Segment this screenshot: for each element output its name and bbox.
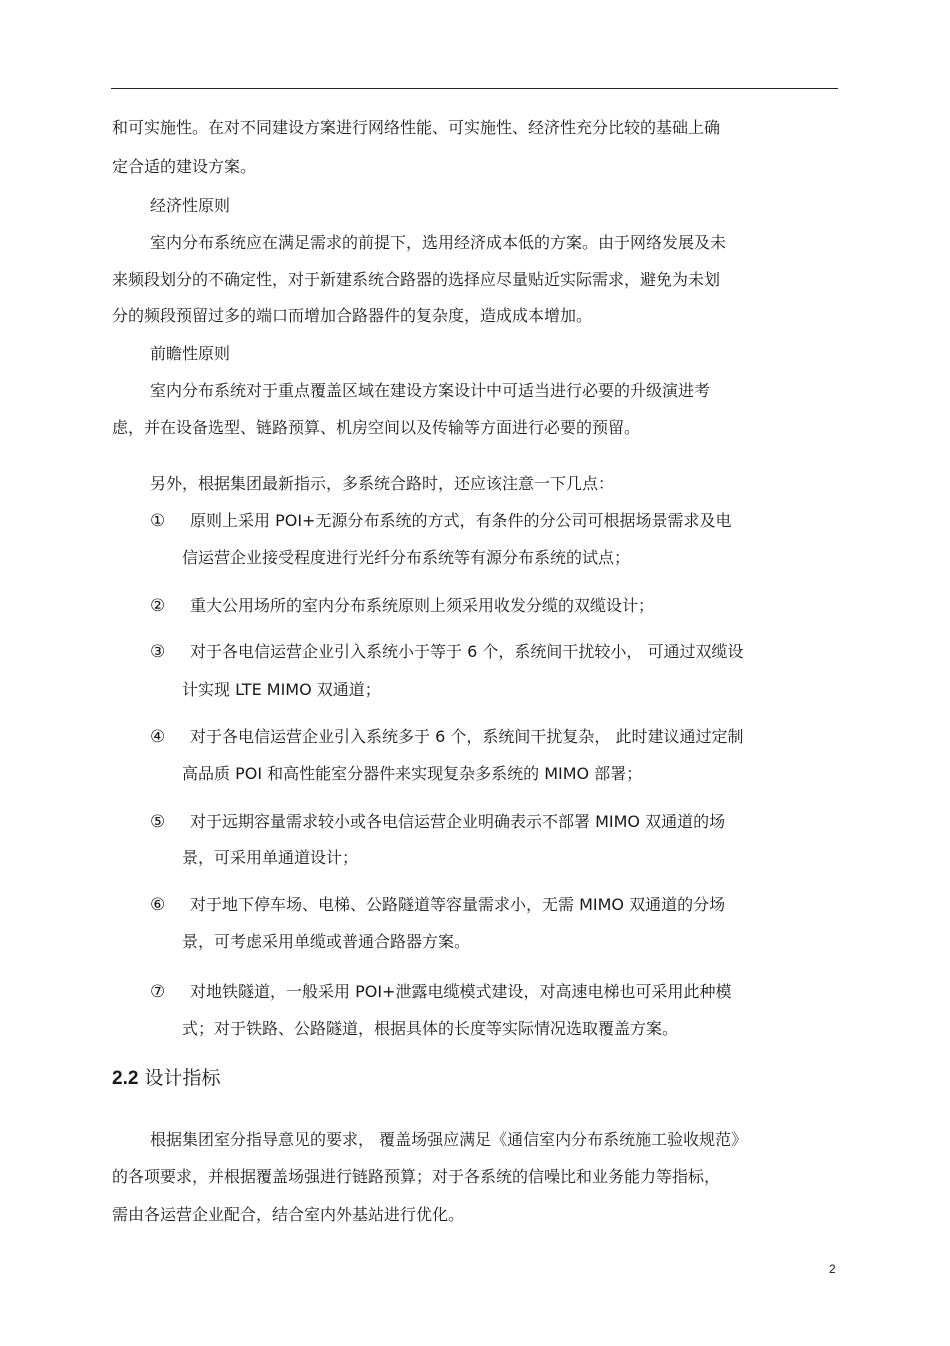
section-title: 设计指标 [144,1067,221,1089]
list-item-text: 对于各电信运营企业引入系统小于等于 6 个，系统间干扰较小， 可通过双缆设 [190,642,744,661]
list-marker: ④ [150,727,166,747]
list-marker: ② [150,596,166,616]
list-item-text: 对于地下停车场、电梯、公路隧道等容量需求小，无需 MIMO 双通道的分场 [190,895,726,914]
paragraph-line: 室内分布系统对于重点覆盖区域在建设方案设计中可适当进行必要的升级演进考 [150,381,711,400]
list-intro: 另外，根据集团最新指示，多系统合路时，还应该注意一下几点： [150,474,615,493]
list-item-text: 重大公用场所的室内分布系统原则上须采用收发分缆的双缆设计； [190,596,655,615]
paragraph-line: 需由各运营企业配合，结合室内外基站进行优化。 [112,1205,465,1224]
header-rule [111,88,838,89]
economy-principle-title: 经济性原则 [150,196,231,215]
paragraph-line: 分的频段预留过多的端口而增加合路器件的复杂度，造成成本增加。 [112,306,593,325]
list-item-text: 景，可采用单通道设计； [182,848,359,867]
list-marker: ⑤ [150,812,166,832]
paragraph-line: 定合适的建设方案。 [112,157,257,176]
paragraph-line: 和可实施性。在对不同建设方案进行网络性能、可实施性、经济性充分比较的基础上确 [112,118,721,137]
list-item-text: 对于远期容量需求较小或各电信运营企业明确表示不部署 MIMO 双通道的场 [190,812,726,831]
list-item-text: 原则上采用 POI+无源分布系统的方式，有条件的分公司可根据场景需求及电 [190,511,732,530]
list-item-text: 计实现 LTE MIMO 双通道； [182,680,381,699]
list-item-text: 景，可考虑采用单缆或普通合路器方案。 [182,932,471,951]
paragraph-line: 来频段划分的不确定性，对于新建系统合路器的选择应尽量贴近实际需求，避免为未划 [112,270,721,289]
list-item-text: 信运营企业接受程度进行光纤分布系统等有源分布系统的试点； [182,548,631,567]
paragraph-line: 室内分布系统应在满足需求的前提下，选用经济成本低的方案。由于网络发展及未 [150,233,727,252]
foresight-principle-title: 前瞻性原则 [150,344,231,363]
paragraph-line: 的各项要求，并根据覆盖场强进行链路预算；对于各系统的信噪比和业务能力等指标， [112,1167,721,1186]
list-marker: ① [150,511,166,531]
list-item-text: 对于各电信运营企业引入系统多于 6 个，系统间干扰复杂， 此时建议通过定制 [190,727,744,746]
list-item-text: 对地铁隧道，一般采用 POI+泄露电缆模式建设，对高速电梯也可采用此种模 [190,982,732,1001]
paragraph-line: 根据集团室分指导意见的要求， 覆盖场强应满足《通信室内分布系统施工验收规范》 [150,1130,748,1149]
list-item-text: 式；对于铁路、公路隧道，根据具体的长度等实际情况选取覆盖方案。 [182,1019,679,1038]
section-number: 2.2 [112,1068,139,1089]
list-marker: ⑥ [150,895,166,915]
list-marker: ③ [150,642,166,662]
paragraph-line: 虑，并在设备选型、链路预算、机房空间以及传输等方面进行必要的预留。 [112,418,641,437]
page-number: 2 [829,1262,836,1276]
section-heading [112,1066,220,1091]
list-item-text: 高品质 POI 和高性能室分器件来实现复杂多系统的 MIMO 部署； [182,764,643,783]
list-marker: ⑦ [150,982,166,1002]
